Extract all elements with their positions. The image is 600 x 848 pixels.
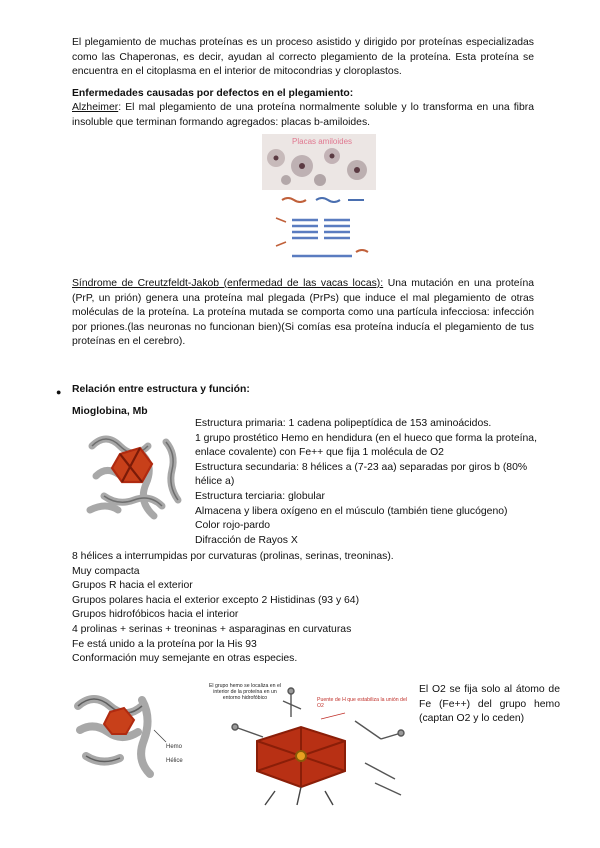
property-line: Color rojo-pardo (195, 520, 271, 532)
alzheimer-text: : El mal plegamiento de una proteína normalmente soluble y lo transforma en una fibra insoluble que terminan formando agregados: placas b-amiloides. (72, 102, 534, 128)
property-line: 1 grupo prostético Hemo en hendidura (en el hueco que forma la proteína, (195, 432, 537, 444)
plaques-label: Placas amiloides (292, 137, 353, 146)
hemo-label: Hemo (166, 744, 183, 750)
feature-line: 8 hélices a interrumpidas por curvaturas (prolinas, serinas, treoninas). (72, 551, 394, 562)
alzheimer-paragraph (72, 101, 534, 130)
feature-line: 4 prolinas + serinas + treoninas + asparaginas en curvaturas (72, 623, 352, 635)
property-line: Difracción de Rayos X (195, 534, 298, 546)
property-line: enlace covalente) con Fe++ que fija 1 molécula de O2 (195, 447, 444, 459)
property-line: hélice a) (195, 476, 235, 488)
property-line: Estructura primaria: 1 cadena polipeptídica de 153 aminoácidos. (195, 418, 492, 429)
section-heading: Relación entre estructura y función: (72, 384, 250, 395)
myoglobin-heading: Mioglobina, Mb (72, 406, 148, 417)
heme-location-label: El grupo hemo se localiza en el interior de la proteína en un entorno hidrofóbico (208, 683, 282, 701)
cj-paragraph (72, 277, 534, 350)
property-line: Estructura secundaria: 8 hélices a (7-23 aa) separadas por giros b (80% (195, 461, 528, 473)
heme-pocket-figure (205, 683, 411, 809)
myoglobin-structure-figure (82, 424, 188, 528)
diseases-heading: Enfermedades causadas por defectos en el plegamiento: (72, 88, 354, 99)
alzheimer-term: Alzheimer (72, 102, 119, 113)
property-line: Estructura terciaria: globular (195, 490, 325, 502)
o2-binding-note: El O2 se fija solo al átomo de Fe (Fe++) del grupo hemo (captan O2 y lo ceden) (419, 684, 560, 725)
cj-term: Síndrome de Creutzfeldt-Jakob (enfermedad de las vacas locas): (72, 278, 384, 289)
label-leader (154, 730, 166, 742)
feature-line: Fe está unido a la proteína por la His 93 (72, 638, 257, 650)
feature-line: Grupos hidrofóbicos hacia el interior (72, 609, 239, 621)
feature-line: Grupos polares hacia el exterior excepto 2 Histidinas (93 y 64) (72, 594, 360, 606)
myoglobin-ribbon-figure (72, 686, 202, 782)
cj-text: Una mutación en una proteína (PrP, un prión) genera una proteína mal plegada (PrPs) que induce el mal plegamiento de otras moléculas de la proteína. La proteína mutada se comporta como una partícula infecciosa: infección por priones.(las neuronas no funcionan bien)(Si comías esa proteína inducía el plegamiento de tus proteínas en el cerebro). (72, 278, 535, 348)
feature-line: Grupos R hacia el exterior (72, 580, 193, 592)
heme-group (112, 448, 152, 482)
feature-line: Conformación muy semejante en otras especies. (72, 653, 298, 665)
amyloid-plaques-figure (262, 134, 376, 270)
helix-label: Hélice (166, 758, 183, 764)
properties-list (195, 417, 535, 548)
feature-line: Muy compacta (72, 565, 140, 577)
section-bullet: ● (56, 387, 62, 397)
property-line: Almacena y libera oxígeno en el músculo (también tiene glucógeno) (195, 505, 508, 517)
intro-paragraph: El plegamiento de muchas proteínas es un proceso asistido y dirigido por proteínas especializadas como las Chaperonas, es decir, ayudan al correcto plegamiento de la proteína. Esta proteína se encuentra en el citoplasma en el interior de mitocondrias y cloroplastos. (72, 37, 534, 78)
h-bridge-label: Puente de H que estabiliza la unión del O2 (317, 697, 407, 709)
features-list (72, 550, 534, 667)
